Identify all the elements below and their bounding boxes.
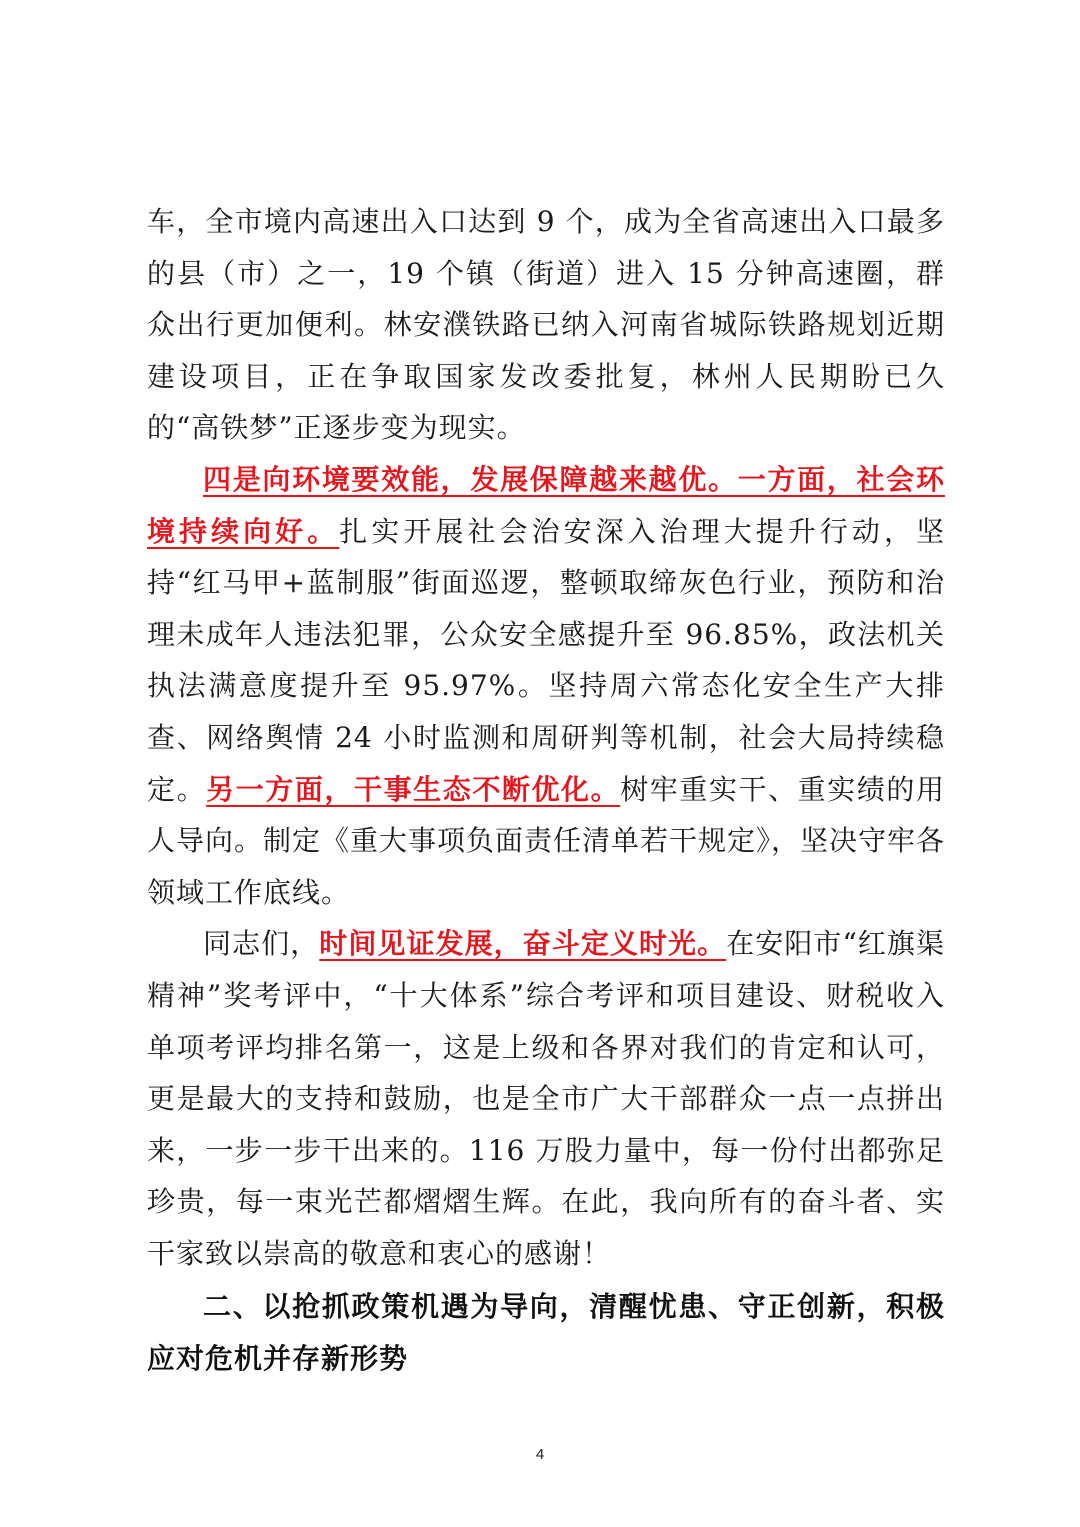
paragraph-environment	[147, 454, 945, 918]
paragraph-environment-text: 扎实开展社会治安深入治理大提升行动，坚持“红马甲+蓝制服”街面巡逻，整顿取缔灰色行业，预防和治理未成年人违法犯罪，公众安全感提升至 96.85%，政法机关执法满意度提升至 95.97%。坚持周六常态化安全生产大排查、网络舆情 24 小时监测和周研判等机制，社会大局持续稳定。	[147, 514, 945, 806]
page-number: 4	[535, 1446, 545, 1463]
paragraph-ecology-text: 树牢重实干、重实绩的用人导向。制定《重大事项负面责任清单若干规定》，坚决守牢各领域工作底线。	[147, 772, 946, 909]
paragraph-comrades-opening: 同志们，	[203, 927, 320, 961]
highlight-ecology-heading: 另一方面，干事生态不断优化。	[206, 772, 621, 806]
paragraph-comrades-text: 在安阳市“红旗渠精神”奖考评中，“十大体系”综合考评和项目建设、财税收入单项考评均排名第一，这是上级和各界对我们的肯定和认可，更是最大的支持和鼓励，也是全市广大干部群众一点一点拼出来，一步一步干出来的。116 万股力量中，每一份付出都弥足珍贵，每一束光芒都熠熠生辉。在此，我向所有的奋斗者、实干家致以崇高的敬意和衷心的感谢！	[147, 927, 945, 1270]
paragraph-transport: 车，全市境内高速出入口达到 9 个，成为全省高速出入口最多的县（市）之一，19 个镇（街道）进入 15 分钟高速圈，群众出行更加便利。林安濮铁路已纳入河南省城际铁路规划近期建设项目，正在争取国家发改委批复，林州人民期盼已久的“高铁梦”正逐步变为现实。	[147, 205, 945, 445]
highlight-time-witness: 时间见证发展，奋斗定义时光。	[319, 927, 727, 961]
section-heading: 二、以抢抓政策机遇为导向，清醒忧患、守正创新，积极应对危机并存新形势	[147, 1290, 945, 1376]
document-body	[147, 196, 945, 1385]
paragraph-comrades	[147, 918, 945, 1279]
highlight-environment-heading: 四是向环境要效能，发展保障越来越优。一方面，社会环境持续向好。	[147, 462, 945, 548]
